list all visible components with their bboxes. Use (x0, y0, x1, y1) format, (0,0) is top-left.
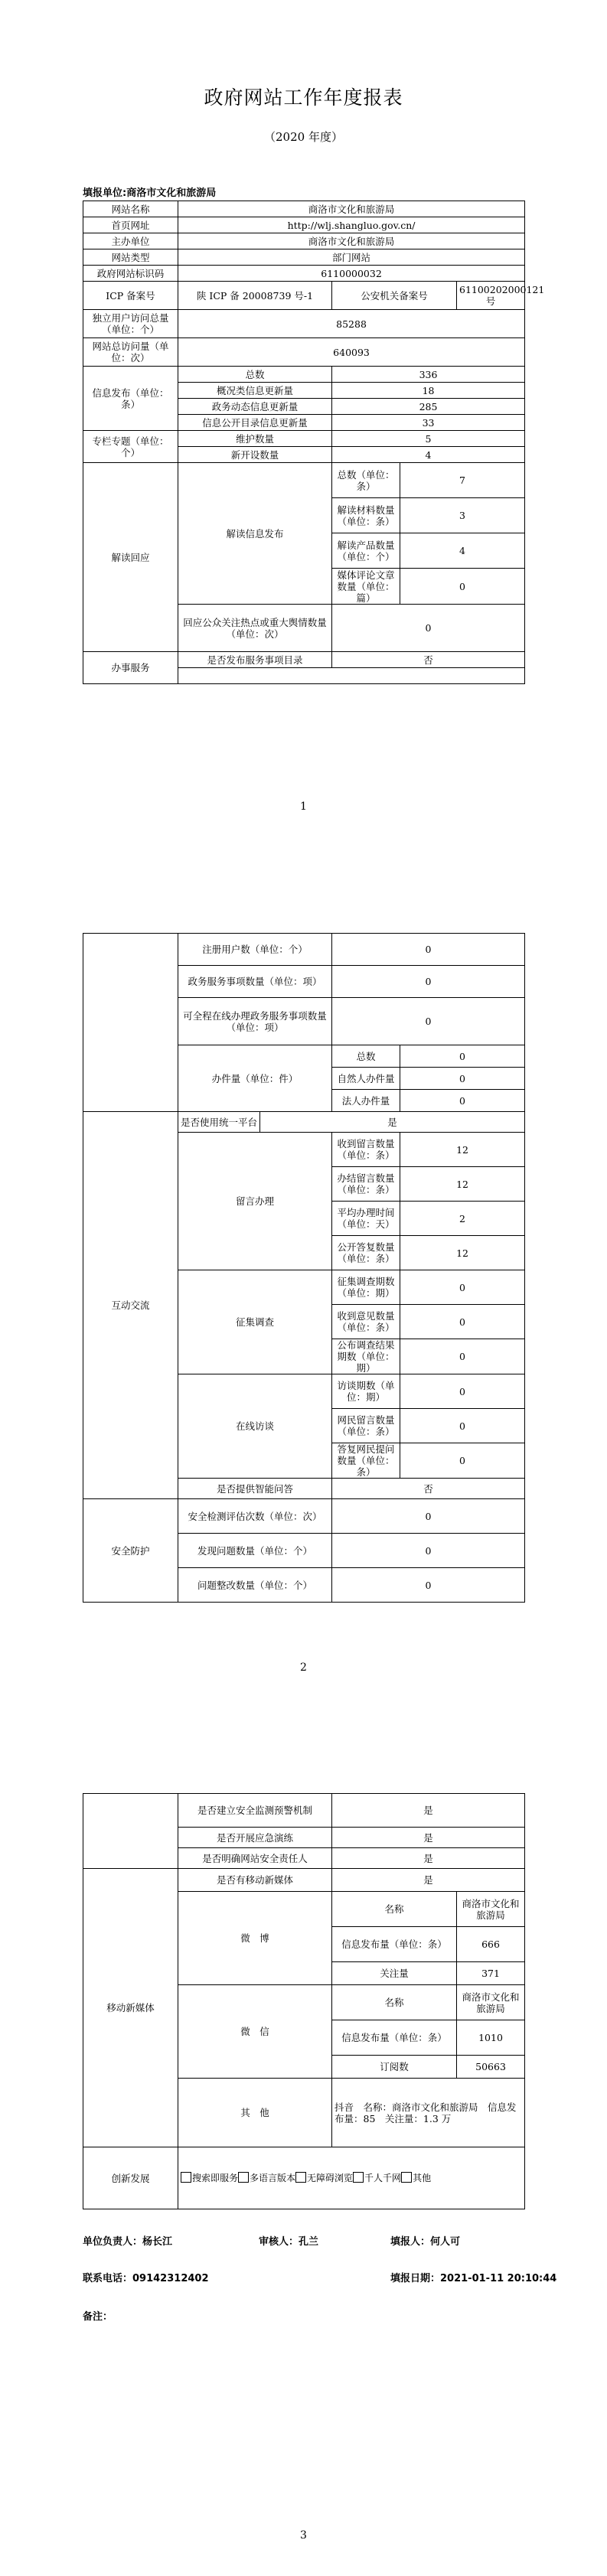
cell-label: 信息发布量（单位：条） (332, 2020, 457, 2056)
cell-value: 0 (332, 934, 525, 966)
cell-label: 信息公开目录信息更新量 (178, 415, 332, 431)
cell-value: 是 (260, 1112, 525, 1133)
cell-label: 法人办件量 (332, 1090, 400, 1112)
cell-label: 是否提供智能问答 (178, 1479, 332, 1499)
option-label: 无障碍浏览 (307, 2173, 354, 2183)
cell-value: 0 (400, 1270, 525, 1305)
option-label: 多语言版本 (250, 2173, 296, 2183)
cell-label: 平均办理时间（单位：天） (332, 1202, 400, 1236)
cell-empty (83, 934, 178, 1112)
cell-value: 4 (332, 447, 525, 463)
report-table-page-3 (83, 1793, 525, 2209)
cell-value: 12 (400, 1236, 525, 1270)
cell-label: 信息发布量（单位：条） (332, 1927, 457, 1962)
cell-label: 创新发展 (83, 2147, 178, 2209)
cell-label: 微 信 (178, 1985, 332, 2079)
innovation-options (178, 2147, 525, 2209)
report-title: 政府网站工作年度报表 (204, 86, 403, 109)
cell-label: 其 他 (178, 2079, 332, 2147)
cell-value: 4 (400, 533, 525, 569)
cell-value: 3 (400, 498, 525, 533)
cell-label: 新开设数量 (178, 447, 332, 463)
report-table-page-2 (83, 933, 525, 1603)
cell-label: 安全防护 (83, 1499, 178, 1603)
cell-value: 是 (332, 1869, 525, 1892)
cell-value: 0 (332, 966, 525, 998)
option-label: 搜索即服务 (192, 2173, 239, 2183)
cell-label: 解读产品数量（单位：个） (332, 533, 400, 569)
cell-label: 主办单位 (83, 233, 178, 249)
cell-label: 公安机关备案号 (332, 282, 457, 310)
cell-label: 网站类型 (83, 249, 178, 266)
cell-value: 商洛市文化和旅游局 (178, 201, 525, 217)
cell-label: 公布调查结果期数（单位：期） (332, 1339, 400, 1374)
cell-value: 商洛市文化和旅游局 (457, 1892, 525, 1927)
cell-label: 媒体评论文章数量（单位：篇） (332, 569, 400, 605)
cell-value: 0 (400, 1443, 525, 1479)
cell-value: 285 (332, 399, 525, 415)
cell-label: 移动新媒体 (83, 1869, 178, 2147)
cell-label: 政务服务事项数量（单位：项） (178, 966, 332, 998)
cell-label: 网站总访问量（单位：次） (83, 338, 178, 367)
checkbox-personalized[interactable] (353, 2172, 364, 2183)
checkbox-multilingual[interactable] (238, 2172, 249, 2183)
cell-label: 微 博 (178, 1892, 332, 1985)
cell-label: 互动交流 (83, 1112, 178, 1499)
unit-leader: 单位负责人：杨长江 (83, 2236, 173, 2248)
cell-label: 概况类信息更新量 (178, 383, 332, 399)
cell-label: 独立用户访问总量（单位：个） (83, 310, 178, 338)
cell-value: 85288 (178, 310, 525, 338)
cell-label: 访谈期数（单位：期） (332, 1374, 400, 1409)
cell-value: 0 (400, 1374, 525, 1409)
cell-label: 维护数量 (178, 431, 332, 447)
cell-label: 订阅数 (332, 2056, 457, 2079)
cell-value: 部门网站 (178, 249, 525, 266)
cell-value: 640093 (178, 338, 525, 367)
cell-label: 关注量 (332, 1962, 457, 1985)
cell-value: 2 (400, 1202, 525, 1236)
report-table-page-1 (83, 201, 545, 684)
cell-label: 是否使用统一平台 (178, 1112, 260, 1133)
cell-value: 0 (332, 1534, 525, 1568)
cell-label: 公开答复数量（单位：条） (332, 1236, 400, 1270)
checkbox-search-service[interactable] (181, 2172, 191, 2183)
cell-value: 336 (332, 367, 525, 383)
cell-value: 是 (332, 1794, 525, 1828)
cell-label: 答复网民提问数量（单位：条） (332, 1443, 400, 1479)
cell-value: 0 (400, 1045, 525, 1068)
cell-label: 解读材料数量（单位：条） (332, 498, 400, 533)
cell-label: 发现问题数量（单位：个） (178, 1534, 332, 1568)
cell-label: 征集调查 (178, 1270, 332, 1374)
cell-value: 否 (332, 652, 525, 668)
cell-label: 在线访谈 (178, 1374, 332, 1479)
cell-value: 商洛市文化和旅游局 (457, 1985, 525, 2020)
option-label: 千人千网 (364, 2173, 402, 2183)
homepage-link[interactable]: http://wlj.shangluo.gov.cn/ (178, 217, 525, 233)
cell-value: 0 (400, 1090, 525, 1112)
cell-value: 0 (332, 998, 525, 1045)
cell-value: 5 (332, 431, 525, 447)
filing-unit: 填报单位:商洛市文化和旅游局 (83, 187, 217, 199)
page-number: 2 (300, 1661, 307, 1674)
contact-phone: 联系电话：09142312402 (83, 2273, 209, 2284)
cell-label: 是否发布服务事项目录 (178, 652, 332, 668)
cell-label: 办件量（单位：件） (178, 1045, 332, 1112)
cell-label: 收到意见数量（单位：条） (332, 1305, 400, 1339)
cell-value: 50663 (457, 2056, 525, 2079)
cell-label: 征集调查期数（单位：期） (332, 1270, 400, 1305)
cell-label: 总数 (332, 1045, 400, 1068)
cell-value: 7 (400, 463, 525, 498)
cell-label: 信息发布（单位：条） (83, 367, 178, 431)
cell-value: 0 (332, 1568, 525, 1603)
cell-value: 12 (400, 1167, 525, 1202)
cell-value: 否 (332, 1479, 525, 1499)
page-number: 1 (300, 801, 307, 813)
cell-value: 1010 (457, 2020, 525, 2056)
cell-value: 商洛市文化和旅游局 (178, 233, 525, 249)
cell-value: 0 (400, 1305, 525, 1339)
cell-label: 名称 (332, 1985, 457, 2020)
cell-label: 专栏专题（单位：个） (83, 431, 178, 463)
cell-label: 是否开展应急演练 (178, 1828, 332, 1848)
cell-value: 抖音 名称：商洛市文化和旅游局 信息发布量：85 关注量：1.3 万 (332, 2079, 525, 2147)
cell-label: 网站名称 (83, 201, 178, 217)
cell-label: 解读回应 (83, 463, 178, 652)
cell-value: 是 (332, 1848, 525, 1869)
cell-value: 371 (457, 1962, 525, 1985)
cell-label: 是否建立安全监测预警机制 (178, 1794, 332, 1828)
cell-empty (178, 668, 525, 684)
cell-label: 网民留言数量（单位：条） (332, 1409, 400, 1443)
fill-date: 填报日期：2021-01-11 20:10:44 (390, 2273, 557, 2284)
cell-value: 0 (400, 1068, 525, 1090)
cell-label: 总数（单位：条） (332, 463, 400, 498)
report-year: （2020 年度） (264, 130, 343, 144)
cell-value: 33 (332, 415, 525, 431)
cell-value: 6110000032 (178, 266, 525, 282)
cell-label: 办事服务 (83, 652, 178, 684)
cell-label: 总数 (178, 367, 332, 383)
cell-label: 办结留言数量（单位：条） (332, 1167, 400, 1202)
cell-value: 陕 ICP 备 20008739 号-1 (178, 282, 332, 310)
cell-label: 收到留言数量（单位：条） (332, 1133, 400, 1167)
cell-label: 政府网站标识码 (83, 266, 178, 282)
page-number: 3 (300, 2529, 307, 2542)
reviewer: 审核人：孔兰 (259, 2236, 319, 2248)
cell-value: 61100202000121 号 (457, 282, 525, 310)
cell-empty (83, 1794, 178, 1869)
cell-label: 留言办理 (178, 1133, 332, 1270)
cell-label: 首页网址 (83, 217, 178, 233)
cell-label: 名称 (332, 1892, 457, 1927)
checkbox-accessibility[interactable] (295, 2172, 306, 2183)
cell-value: 18 (332, 383, 525, 399)
checkbox-other[interactable] (401, 2172, 412, 2183)
option-label: 其他 (413, 2173, 432, 2183)
filler: 填报人：何人可 (390, 2236, 461, 2248)
cell-value: 是 (332, 1828, 525, 1848)
cell-label: 回应公众关注热点或重大舆情数量（单位：次） (178, 605, 332, 652)
cell-value: 666 (457, 1927, 525, 1962)
cell-value: 12 (400, 1133, 525, 1167)
cell-label: 是否明确网站安全责任人 (178, 1848, 332, 1869)
cell-label: 注册用户数（单位：个） (178, 934, 332, 966)
cell-label: 问题整改数量（单位：个） (178, 1568, 332, 1603)
cell-value: 0 (332, 605, 525, 652)
cell-label: 解读信息发布 (178, 463, 332, 605)
cell-value: 0 (400, 1409, 525, 1443)
cell-label: 安全检测评估次数（单位：次） (178, 1499, 332, 1534)
cell-label: 政务动态信息更新量 (178, 399, 332, 415)
remarks: 备注： (83, 2311, 113, 2323)
cell-value: 0 (400, 1339, 525, 1374)
cell-label: ICP 备案号 (83, 282, 178, 310)
cell-value: 0 (400, 569, 525, 605)
cell-value: 0 (332, 1499, 525, 1534)
cell-label: 是否有移动新媒体 (178, 1869, 332, 1892)
cell-label: 可全程在线办理政务服务事项数量（单位：项） (178, 998, 332, 1045)
cell-label: 自然人办件量 (332, 1068, 400, 1090)
